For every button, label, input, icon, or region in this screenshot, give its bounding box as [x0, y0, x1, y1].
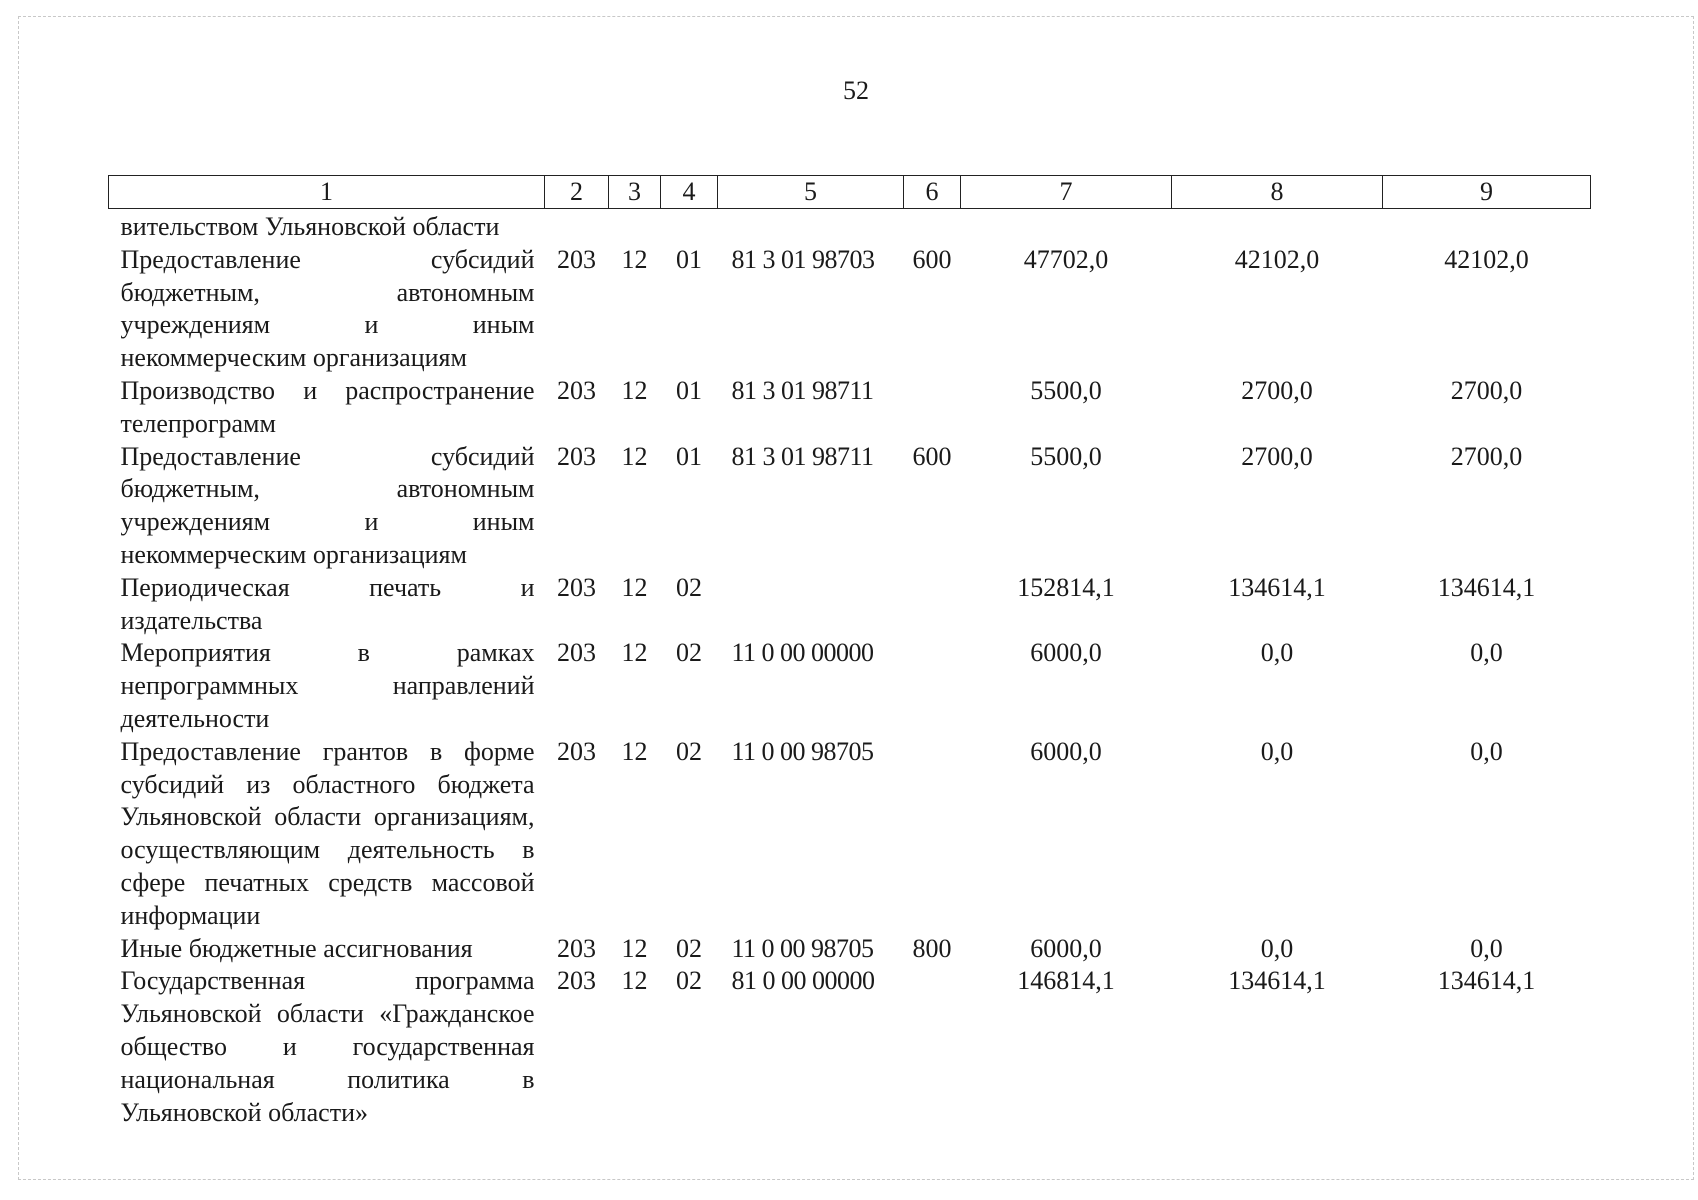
row-expense-type — [904, 572, 961, 638]
row-subsection: 02 — [676, 638, 702, 668]
row-name: вительством Ульяновской области — [120, 212, 500, 241]
row-target-code: 81 3 01 98711 — [731, 375, 874, 405]
table-row — [109, 441, 1591, 572]
row-amount-7: 5500,0 — [1030, 375, 1102, 405]
row-ministry: 203 — [557, 736, 596, 766]
row-amount-7: 146814,1 — [1017, 966, 1115, 996]
header-cell-3: 3 — [609, 176, 661, 209]
row-subsection: 02 — [676, 933, 702, 963]
row-name: Предоставление субсидий бюджетным, автономным учреждениям и иным некоммерческим организациям — [120, 244, 535, 373]
row-expense-type: 600 — [912, 244, 952, 274]
row-amount-7: 6000,0 — [1030, 736, 1102, 766]
header-cell-8: 8 — [1172, 176, 1383, 209]
row-subsection: 02 — [676, 966, 702, 996]
row-amount-9: 134614,1 — [1437, 966, 1536, 996]
row-ministry: 203 — [557, 441, 596, 471]
table-row — [109, 375, 1591, 441]
row-name: Предоставление субсидий бюджетным, автономным учреждениям и иным некоммерческим организациям — [120, 441, 535, 569]
row-amount-7: 6000,0 — [1030, 933, 1102, 963]
row-section: 12 — [621, 441, 648, 471]
header-cell-4: 4 — [661, 176, 718, 209]
row-amount-8: 0,0 — [1260, 736, 1294, 766]
header-cell-9: 9 — [1383, 176, 1591, 209]
row-section: 12 — [621, 736, 648, 766]
row-name: Государственная программа Ульяновской области «Гражданское общество и государственная национальная политика в Ульяновской области» — [120, 966, 535, 1127]
row-subsection: 01 — [676, 244, 702, 274]
row-subsection: 01 — [676, 441, 702, 471]
budget-table — [108, 175, 1591, 1129]
row-section — [609, 209, 661, 244]
row-amount-7: 47702,0 — [1023, 244, 1109, 274]
header-row — [109, 176, 1591, 209]
row-ministry: 203 — [557, 966, 596, 996]
row-target-code — [718, 209, 904, 244]
row-expense-type — [904, 736, 961, 933]
row-ministry: 203 — [557, 638, 596, 668]
row-subsection: 02 — [676, 572, 702, 602]
row-target-code: 11 0 00 98705 — [731, 933, 874, 963]
row-amount-9 — [1383, 209, 1591, 244]
row-expense-type — [904, 637, 961, 735]
row-section: 12 — [621, 375, 648, 405]
row-amount-8: 42102,0 — [1234, 244, 1320, 274]
row-target-code — [718, 572, 904, 638]
header-cell-1: 1 — [109, 176, 545, 209]
row-amount-8: 2700,0 — [1241, 375, 1313, 405]
header-cell-6: 6 — [904, 176, 961, 209]
row-name: Мероприятия в рамках непрограммных направлений деятельности — [120, 638, 535, 733]
row-expense-type: 800 — [912, 933, 952, 963]
row-expense-type: 600 — [912, 441, 952, 471]
row-expense-type — [904, 375, 961, 441]
table-row — [109, 637, 1591, 735]
table-header — [109, 176, 1591, 209]
page-number-text: 52 — [843, 76, 869, 105]
row-amount-9: 0,0 — [1470, 736, 1503, 766]
row-expense-type — [904, 209, 961, 244]
row-ministry: 203 — [557, 375, 596, 405]
row-amount-8: 134614,1 — [1228, 966, 1326, 996]
row-amount-9: 0,0 — [1470, 638, 1503, 668]
row-section: 12 — [621, 933, 648, 963]
row-name: Производство и распространение телепрограмм — [120, 375, 535, 438]
table-row — [109, 209, 1591, 244]
row-section: 12 — [621, 572, 648, 602]
row-section: 12 — [621, 966, 648, 996]
header-cell-7: 7 — [961, 176, 1172, 209]
row-target-code: 81 0 00 00000 — [731, 966, 875, 996]
row-amount-9: 0,0 — [1470, 933, 1503, 963]
row-target-code: 11 0 00 00000 — [731, 638, 874, 668]
row-target-code: 81 3 01 98703 — [731, 244, 875, 274]
row-amount-7 — [961, 209, 1172, 244]
table-row — [109, 244, 1591, 375]
row-expense-type — [904, 965, 961, 1129]
row-name: Иные бюджетные ассигнования — [120, 933, 473, 963]
row-amount-9: 42102,0 — [1444, 244, 1529, 274]
row-subsection: 02 — [676, 736, 702, 766]
row-ministry: 203 — [557, 933, 596, 963]
row-name: Периодическая печать и издательства — [120, 572, 535, 635]
table-row — [109, 572, 1591, 638]
budget-table-wrapper — [108, 175, 1591, 1129]
row-amount-8 — [1172, 209, 1383, 244]
row-ministry: 203 — [557, 244, 596, 274]
row-amount-8: 0,0 — [1260, 638, 1294, 668]
table-row — [109, 736, 1591, 933]
header-cell-5: 5 — [718, 176, 904, 209]
row-subsection — [661, 209, 718, 244]
row-amount-9: 134614,1 — [1437, 572, 1536, 602]
row-ministry: 203 — [557, 572, 596, 602]
row-amount-8: 134614,1 — [1228, 572, 1326, 602]
row-subsection: 01 — [676, 375, 702, 405]
row-amount-7: 5500,0 — [1030, 441, 1102, 471]
row-amount-8: 0,0 — [1260, 933, 1294, 963]
row-target-code: 81 3 01 98711 — [731, 441, 874, 471]
row-amount-9: 2700,0 — [1450, 375, 1523, 405]
table-body — [109, 209, 1591, 1130]
row-amount-9: 2700,0 — [1450, 441, 1523, 471]
row-amount-7: 152814,1 — [1017, 572, 1115, 602]
row-amount-7: 6000,0 — [1030, 638, 1102, 668]
row-name: Предоставление грантов в форме субсидий из областного бюджета Ульяновской области организациям, осуществляющим деятельность в сфере печатных средств массовой информации — [120, 736, 535, 930]
table-row — [109, 933, 1591, 966]
page-number — [0, 76, 1698, 106]
row-section: 12 — [621, 638, 648, 668]
row-ministry — [545, 209, 609, 244]
row-target-code: 11 0 00 98705 — [731, 736, 874, 766]
header-cell-2: 2 — [545, 176, 609, 209]
row-amount-8: 2700,0 — [1241, 441, 1313, 471]
row-section: 12 — [621, 244, 648, 274]
table-row — [109, 965, 1591, 1129]
